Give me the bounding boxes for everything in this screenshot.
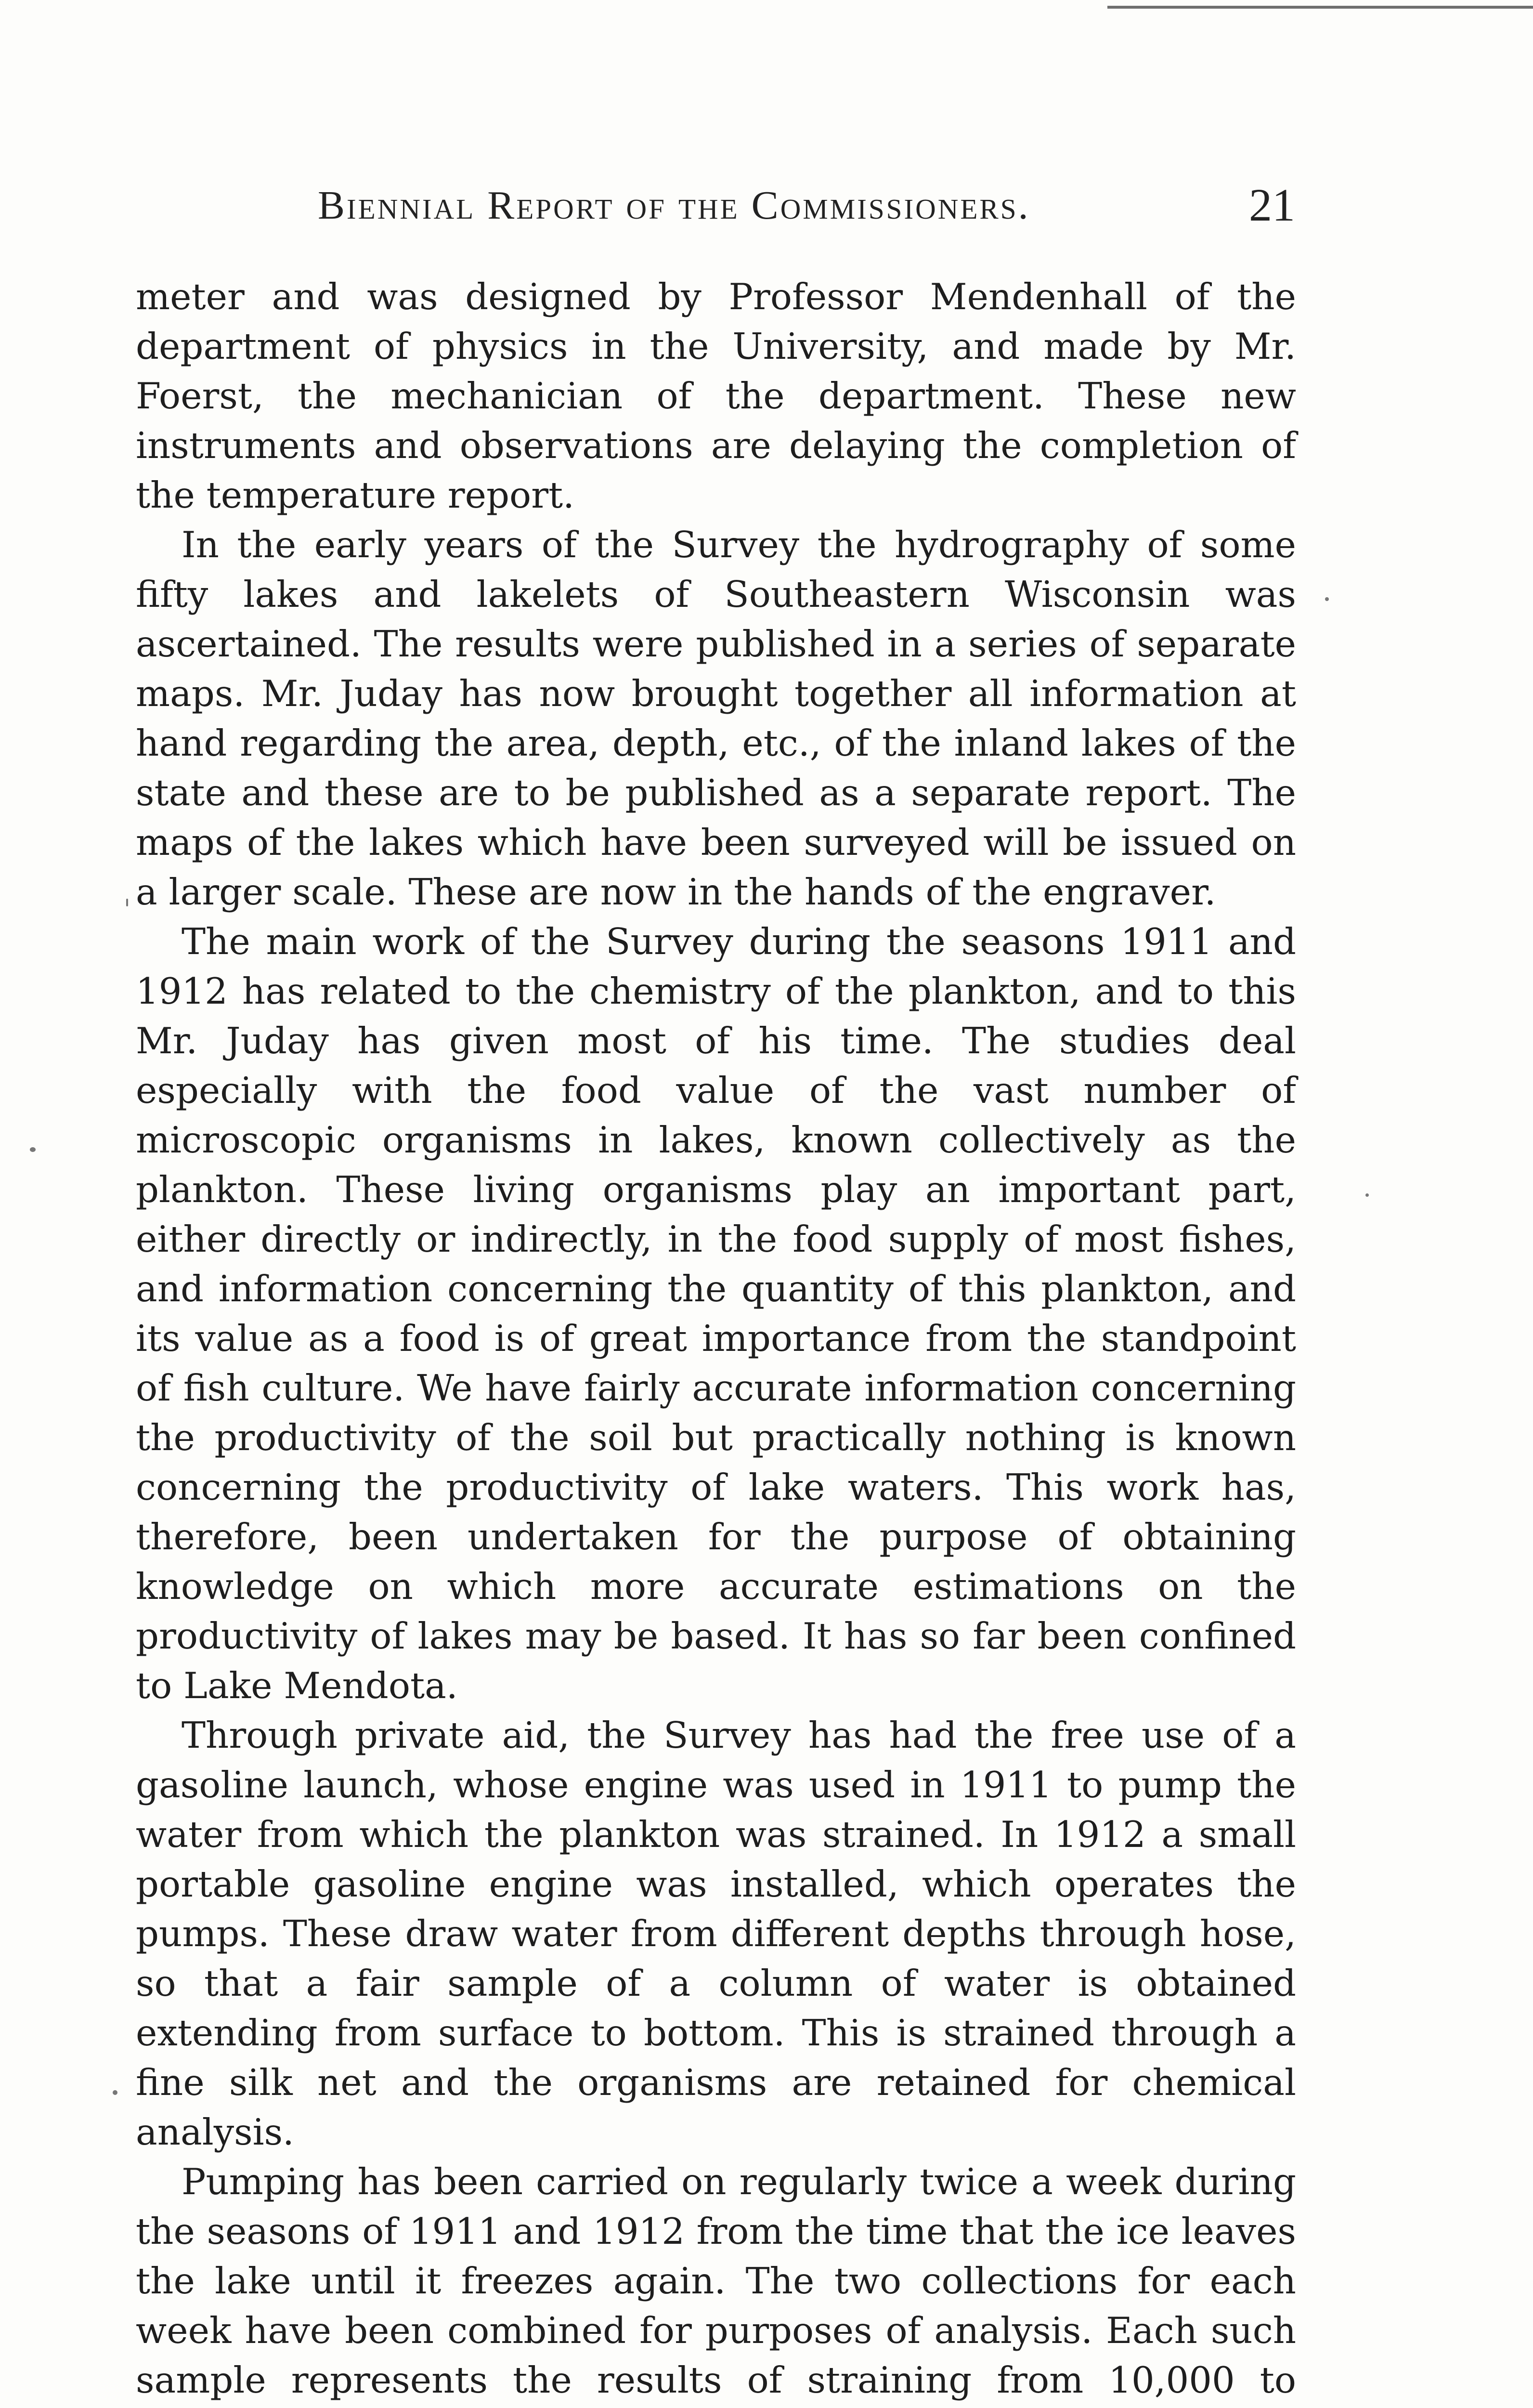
top-edge-rule <box>1107 6 1533 9</box>
running-head <box>318 178 1295 231</box>
running-title: Biennial Report of the Commissioners. <box>318 183 1030 228</box>
paragraph-2: In the early years of the Survey the hydrography of some fifty lakes and lakelets of Southeastern Wisconsin was ascertained. The results were published in a series of separate maps. Mr. Juday has now brought together all information at hand regarding the area, depth, etc., of the inland lakes of the state and these are to be published as a separate report. The maps of the lakes which have been surveyed will be issued on a larger scale. These are now in the hands of the engraver. <box>136 523 1296 913</box>
margin-speck <box>126 899 128 906</box>
paragraph-4: Through private aid, the Survey has had the free use of a gasoline launch, whose engine was used in 1911 to pump the water from which the plankton was strained. In 1912 a small portable gasoline engine was installed, which operates the pumps. These draw water from different depths through hose, so that a fair sample of a column of water is obtained extending from surface to bottom. This is strained through a fine silk net and the organisms are retained for chemical analysis. <box>136 1714 1296 2153</box>
paragraph-3: The main work of the Survey during the seasons 1911 and 1912 has related to the chemistry of the plankton, and to this Mr. Juday has given most of his time. The studies deal especially with the food value of the vast number of microscopic organisms in lakes, known collectively as the plankton. These living organisms play an important part, either directly or indirectly, in the food supply of most fishes, and information concerning the quantity of this plankton, and its value as a food is of great importance from the standpoint of fish culture. We have fairly accurate information concerning the productivity of the soil but practically nothing is known concerning the productivity of lake waters. This work has, therefore, been undertaken for the purpose of obtaining knowledge on which more accurate estimations on the productivity of lakes may be based. It has so far been confined to Lake Mendota. <box>136 920 1296 1707</box>
page-number: 21 <box>1249 179 1295 231</box>
margin-speck <box>30 1147 36 1152</box>
paragraph-1: meter and was designed by Professor Mendenhall of the department of physics in the University, and made by Mr. Foerst, the mechanician of the department. These new instruments and observations are delaying the completion of the temperature report. <box>136 275 1296 516</box>
paragraph-5: Pumping has been carried on regularly twice a week during the seasons of 1911 and 1912 from the time that the ice leaves the lake until it freezes again. The two collections for each week have been combined for purposes of analysis. Each such sample represents the results of straining from 10,000 to <box>136 2160 1296 2401</box>
margin-speck <box>113 2090 117 2095</box>
body-text <box>136 272 1296 2408</box>
margin-speck <box>1365 1193 1369 1197</box>
margin-speck <box>1325 597 1329 601</box>
